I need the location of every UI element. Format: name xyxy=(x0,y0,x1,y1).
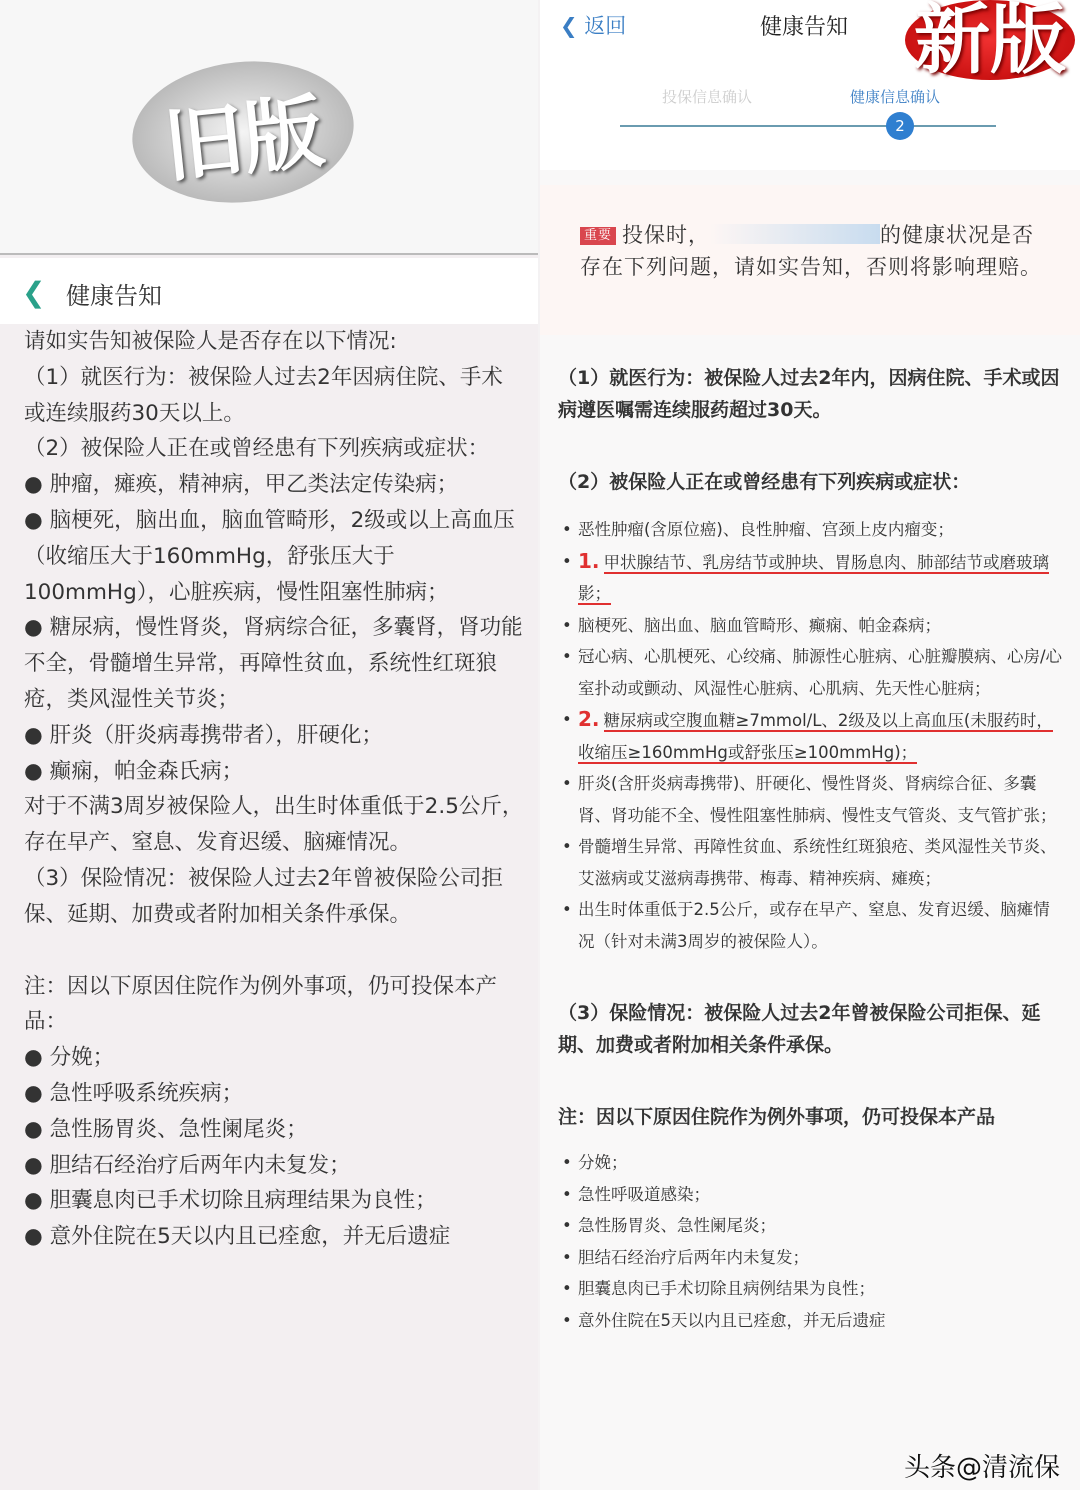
annotation-1: 1. xyxy=(578,548,600,573)
old-version-stamp: 旧版 xyxy=(125,51,360,213)
list-item: ● 胆结石经治疗后两年内未复发； xyxy=(24,1148,524,1184)
new-medical-behavior xyxy=(558,362,1063,426)
list-item: ● 癫痫，帕金森氏病； xyxy=(24,754,524,790)
insurance-condition: （3）保险情况：被保险人过去2年曾被保险公司拒保、延期、加费或者附加相关条件承保。 xyxy=(558,1002,1041,1056)
old-content xyxy=(24,324,524,1255)
intro: 请如实告知被保险人是否存在以下情况: xyxy=(24,329,397,354)
back-label: 返回 xyxy=(584,14,627,38)
list-item: • 胆囊息肉已手术切除且病例结果为良性； xyxy=(558,1273,1063,1305)
medical-behavior: （1）就医行为：被保险人过去2年因病住院、手术或连续服药30天以上。 xyxy=(24,364,503,426)
old-version-panel xyxy=(0,0,538,1490)
list-item: • 肝炎(含肝炎病毒携带)、肝硬化、慢性肾炎、肾病综合征、多囊肾、肾功能不全、慢性阻塞性肺病、慢性支气管炎、支气管扩张； xyxy=(558,768,1063,831)
list-item: • 急性呼吸道感染； xyxy=(558,1179,1063,1211)
list-item: • 胆结石经治疗后两年内未复发； xyxy=(558,1242,1063,1274)
list-item: • 骨髓增生异常、再障性贫血、系统性红斑狼疮、类风湿性关节炎、艾滋病或艾滋病毒携带、梅毒、精神疾病、瘫痪； xyxy=(558,831,1063,894)
list-item: • 脑梗死、脑出血、脑血管畸形、癫痫、帕金森病； xyxy=(558,610,1063,642)
old-header xyxy=(0,258,538,324)
step-progress-line xyxy=(620,125,996,127)
step-health-info: 健康信息确认 xyxy=(850,88,941,106)
list-item: • 恶性肿瘤(含原位癌)、良性肿瘤、宫颈上皮内瘤变； xyxy=(558,514,1063,546)
step-insurance-info: 投保信息确认 xyxy=(662,88,753,106)
list-item: ● 肝炎（肝炎病毒携带者），肝硬化； xyxy=(24,718,524,754)
back-button[interactable]: ❮ 返回 xyxy=(560,14,627,38)
diseases-heading: （2）被保险人正在或曾经患有下列疾病或症状： xyxy=(558,471,971,493)
diseases-heading: （2）被保险人正在或曾经患有下列疾病或症状： xyxy=(24,436,490,462)
list-item: ● 急性肠胃炎、急性阑尾炎； xyxy=(24,1112,524,1148)
list-item: • 出生时体重低于2.5公斤，或存在早产、窒息、发育迟缓、脑瘫情况（针对未满3周岁的被保险人）。 xyxy=(558,894,1063,957)
page-title: 健康告知 xyxy=(66,282,162,310)
watermark: 头条@清流保 xyxy=(903,1453,1060,1483)
new-diseases xyxy=(558,466,1063,957)
list-item: • 分娩； xyxy=(558,1147,1063,1179)
important-tag: 重要 xyxy=(580,227,616,245)
list-item: • 冠心病、心肌梗死、心绞痛、肺源性心脏病、心脏瓣膜病、心房/心室扑动或颤动、风湿性心脏病、心肌病、先天性心脏病； xyxy=(558,641,1063,704)
new-version-stamp: 新版 xyxy=(905,0,1075,80)
step-indicator: 2 xyxy=(886,112,914,140)
list-item: ● 意外住院在5天以内且已痊愈，并无后遗症 xyxy=(24,1219,524,1255)
list-item: ● 脑梗死，脑出血，脑血管畸形，2级或以上高血压（收缩压大于160mmHg，舒张压大于100mmHg），心脏疾病，慢性阻塞性肺病； xyxy=(24,503,524,610)
important-notice xyxy=(540,185,1080,335)
page-title: 健康告知 xyxy=(760,15,849,40)
new-exceptions xyxy=(558,1101,1063,1336)
list-item: ● 胆囊息肉已手术切除且病理结果为良性； xyxy=(24,1183,524,1219)
list-item-highlighted: 糖尿病或空腹血糖≥7mmol/L、2级及以上高血压(未服药时，收缩压≥160mmHg或舒张压≥100mmHg)； xyxy=(578,711,1053,762)
exception-note: 注：因以下原因住院作为例外事项，仍可投保本产品： xyxy=(24,973,498,1035)
new-version-panel xyxy=(540,0,1080,1490)
list-item: ● 急性呼吸系统疾病； xyxy=(24,1076,524,1112)
notice-text-a: 投保时， xyxy=(622,223,711,247)
new-content xyxy=(558,362,1063,1336)
chevron-left-icon[interactable]: ❮ xyxy=(22,276,46,309)
medical-behavior: （1）就医行为：被保险人过去2年内，因病住院、手术或因病遵医嘱需连续服药超过30天。 xyxy=(558,367,1060,421)
list-item: ● 糖尿病，慢性肾炎，肾病综合征，多囊肾，肾功能不全，骨髓增生异常，再障性贫血，系统性红斑狼疮，类风湿性关节炎； xyxy=(24,610,524,717)
list-item: ● 分娩； xyxy=(24,1040,524,1076)
infant-condition: 对于不满3周岁被保险人，出生时体重低于2.5公斤，存在早产、窒息、发育迟缓、脑瘫情况。 xyxy=(24,794,524,856)
new-insurance xyxy=(558,997,1063,1061)
insurance-condition: （3）保险情况：被保险人过去2年曾被保险公司拒保、延期、加费或者附加相关条件承保。 xyxy=(24,865,503,927)
exception-note: 注：因以下原因住院作为例外事项，仍可投保本产品 xyxy=(558,1106,996,1128)
list-item: • 急性肠胃炎、急性阑尾炎； xyxy=(558,1210,1063,1242)
list-item: ● 肿瘤，瘫痪，精神病，甲乙类法定传染病； xyxy=(24,467,524,503)
redacted-name xyxy=(710,224,880,244)
notice-text-b: 的健康状况是否存在下列问题，请如实告知，否则将影响理赔。 xyxy=(580,223,1042,279)
list-item-highlighted: 甲状腺结节、乳房结节或肿块、胃肠息肉、肺部结节或磨玻璃影； xyxy=(578,552,1050,603)
old-banner xyxy=(0,0,538,255)
list-item: • 意外住院在5天以内且已痊愈，并无后遗症 xyxy=(558,1305,1063,1337)
annotation-2: 2. xyxy=(578,707,600,731)
